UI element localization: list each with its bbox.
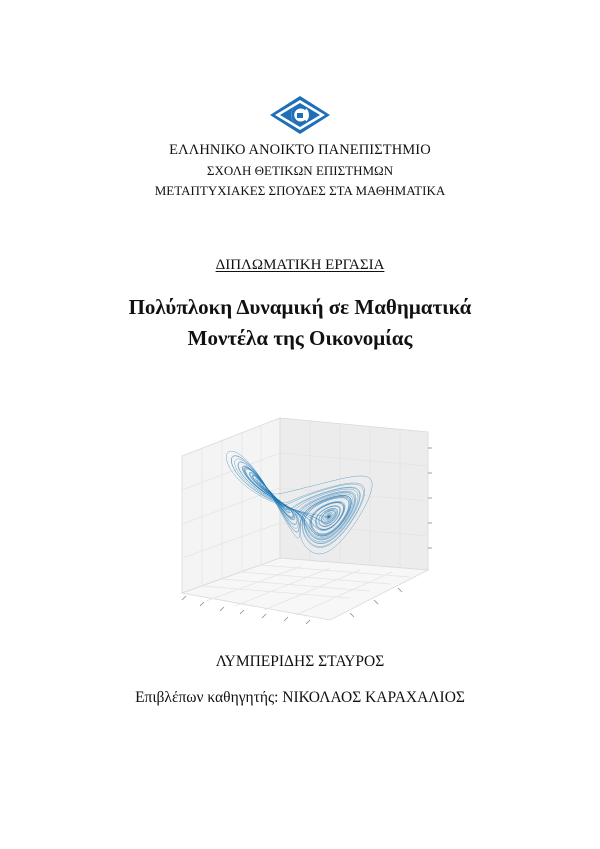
program-name: ΜΕΤΑΠΤΥΧΙΑΚΕΣ ΣΠΟΥΔΕΣ ΣΤΑ ΜΑΘΗΜΑΤΙΚΑ (154, 183, 446, 198)
title-line-1: Πολύπλοκη Δυναμική σε Μαθηματικά (128, 295, 472, 319)
lorenz-attractor-3d-plot (160, 388, 440, 626)
document-type-label: ΔΙΠΛΩΜΑΤΙΚΗ ΕΡΓΑΣΙΑ (215, 257, 385, 273)
university-name: ΕΛΛΗΝΙΚΟ ΑΝΟΙΚΤΟ ΠΑΝΕΠΙΣΤΗΜΙΟ (169, 142, 431, 158)
school-name: ΣΧΟΛΗ ΘΕΤΙΚΩΝ ΕΠΙΣΤΗΜΩΝ (206, 163, 394, 178)
supervisor-line: Επιβλέπων καθηγητής: ΝΙΚΟΛΑΟΣ ΚΑΡΑΧΑΛΙΟΣ (135, 689, 465, 706)
university-logo (268, 94, 332, 136)
document-type (0, 257, 600, 274)
title-line-2: Μοντέλα της Οικονομίας (187, 326, 413, 350)
author-name: ΛΥΜΠΕΡΙΔΗΣ ΣΤΑΥΡΟΣ (215, 653, 385, 670)
